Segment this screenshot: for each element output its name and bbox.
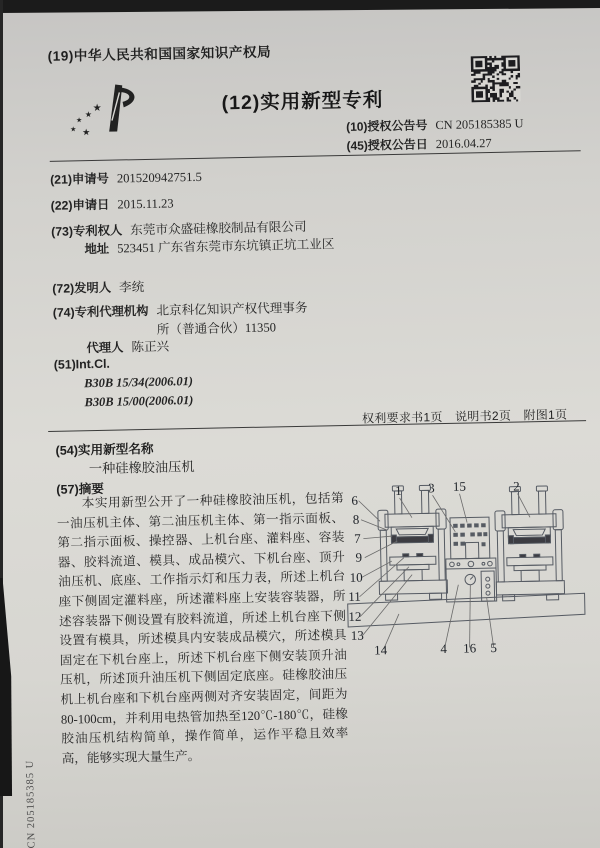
application-no-value: 201520942751.5 bbox=[116, 169, 203, 186]
svg-text:★: ★ bbox=[82, 127, 91, 138]
side-publication-code: CN 205185385 U bbox=[24, 759, 38, 848]
figure-label-9: 9 bbox=[355, 549, 363, 565]
svg-text:★: ★ bbox=[70, 126, 77, 134]
svg-text:★: ★ bbox=[92, 102, 102, 114]
patent-office-line: (19)中华人民共和国国家知识产权局 bbox=[47, 44, 272, 64]
figure-label-1: 1 bbox=[395, 482, 402, 499]
figure-label-2: 2 bbox=[512, 478, 520, 494]
agency-label: (74)专利代理机构 bbox=[52, 303, 149, 320]
abstract-section-label: (57)摘要 bbox=[56, 481, 105, 497]
right-press bbox=[494, 486, 564, 601]
figure-label-5: 5 bbox=[490, 639, 498, 656]
control-console bbox=[445, 517, 497, 602]
agent-label: 代理人 bbox=[86, 340, 124, 356]
patentee-value: 东莞市众盛硅橡胶制品有限公司 bbox=[130, 219, 307, 238]
svg-text:★: ★ bbox=[75, 117, 83, 125]
pub-date-value: 2016.04.27 bbox=[435, 136, 492, 152]
agent-value: 陈正兴 bbox=[131, 339, 170, 355]
figure-label-15: 15 bbox=[452, 478, 467, 494]
patentee-label: (73)专利权人 bbox=[51, 223, 123, 239]
figure-label-16: 16 bbox=[462, 640, 477, 656]
intcl-entry-2: B30B 15/00(2006.01) bbox=[84, 393, 194, 410]
pub-date-label: (45)授权公告日 bbox=[346, 137, 428, 153]
figure-label-12: 12 bbox=[348, 608, 362, 624]
figure-label-14: 14 bbox=[373, 642, 388, 658]
abstract-text: 本实用新型公开了一种硅橡胶油压机，包括第一油压机主体、第二油压机主体、第一指示面板、第二指示面板、操控器、上机台座、灌料座、容装器、胶料流道、模具、成品模穴、下机台座、顶升油压机、底座、工作指示灯和压力表，所述上机台座下侧固定灌料座，所述灌料座上安装容装器，所述容装器下侧设置有胶料流道，所述上机台座下侧设置有模具，所述模具内安装成品模穴，所述模具固定在下机台座上，所述下机台座下侧安装顶升油压机，所述顶升油压机下侧固定底座。硅橡胶油压机上机台座和下机台座两侧对齐安装固定，间距为80-100cm，并利用电热管加热至120℃-180℃，硅橡胶油压机结构简单，操作简单，运作平稳且效率高，能够实现大量生产。 bbox=[56, 491, 349, 766]
intcl-entry-1: B30B 15/34(2006.01) bbox=[84, 374, 194, 391]
pub-no-label: (10)授权公告号 bbox=[345, 118, 428, 134]
figure-label-11: 11 bbox=[348, 588, 361, 604]
qr-code bbox=[471, 55, 521, 102]
title-section-label: (54)实用新型名称 bbox=[55, 441, 154, 458]
cnipa-logo-icon bbox=[65, 78, 170, 154]
inventor-label: (72)发明人 bbox=[52, 280, 112, 296]
intcl-label: (51)Int.Cl. bbox=[53, 356, 111, 372]
figure-label-6: 6 bbox=[351, 492, 359, 508]
figure-label-13: 13 bbox=[350, 627, 364, 643]
pages-info: 权利要求书1页 说明书2页 附图1页 bbox=[361, 407, 568, 426]
biblio-divider bbox=[48, 420, 586, 432]
figure-label-4: 4 bbox=[440, 640, 448, 657]
patent-figure bbox=[338, 474, 592, 671]
inventor-value: 李统 bbox=[118, 280, 145, 295]
figure-label-7: 7 bbox=[353, 530, 361, 546]
address-label: 地址 bbox=[84, 241, 110, 257]
document-type-title: (12)实用新型专利 bbox=[221, 89, 384, 115]
address-value: 523451 广东省东莞市东坑镇正坑工业区 bbox=[116, 237, 335, 256]
figure-label-10: 10 bbox=[349, 569, 363, 585]
filing-date-value: 2015.11.23 bbox=[117, 196, 174, 212]
figure-label-3: 3 bbox=[427, 480, 435, 496]
filing-date-label: (22)申请日 bbox=[50, 197, 110, 213]
application-no-label: (21)申请号 bbox=[49, 171, 110, 187]
svg-text:★: ★ bbox=[84, 110, 93, 120]
invention-title: 一种硅橡胶油压机 bbox=[88, 459, 195, 477]
indicator-light-panel bbox=[481, 571, 495, 601]
agency-value: 北京科亿知识产权代理事务所（普通合伙）11350 bbox=[156, 300, 308, 337]
pub-no-value: CN 205185385 U bbox=[435, 116, 524, 133]
figure-label-8: 8 bbox=[352, 511, 360, 527]
press-machines bbox=[345, 482, 585, 627]
